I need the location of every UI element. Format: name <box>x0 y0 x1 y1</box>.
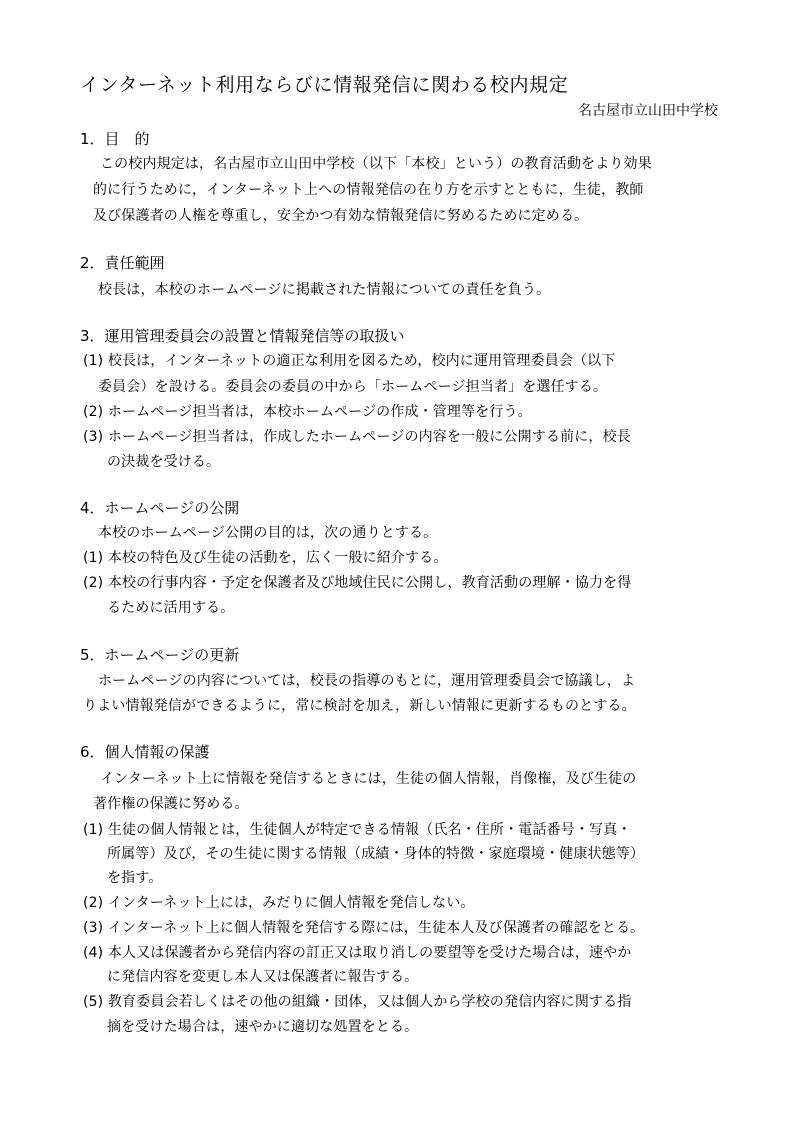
list-item-continuation: るために活用する。 <box>107 600 235 616</box>
section-heading-homepage-update: 5．ホームページの更新 <box>80 646 240 664</box>
document-title: インターネット利用ならびに情報発信に関わる校内規定 <box>80 74 569 96</box>
section-text-line: 的に行うために，インターネット上への情報発信の在り方を示すとともに，生徒，教師 <box>93 182 644 198</box>
list-item: (2) 本校の行事内容・予定を保護者及び地域住民に公開し，教育活動の理解・協力を得 <box>83 575 632 591</box>
list-item: (2) ホームページ担当者は，本校ホームページの作成・管理等を行う。 <box>83 404 532 420</box>
list-item-continuation: を指す。 <box>107 870 163 886</box>
list-item: (4) 本人又は保護者から発信内容の訂正又は取り消しの要望等を受けた場合は，速やか <box>83 945 632 961</box>
section-text-line: この校内規定は，名古屋市立山田中学校（以下「本校」という）の教育活動をより効果 <box>100 156 652 172</box>
list-item: (1) 生徒の個人情報とは，生徒個人が特定できる情報（氏名・住所・電話番号・写真・ <box>83 822 632 838</box>
list-item-continuation: 所属等）及び，その生徒に関する情報（成績・身体的特徴・家庭環境・健康状態等） <box>107 846 645 862</box>
list-item-continuation: 摘を受けた場合は，速やかに適切な処置をとる。 <box>107 1019 419 1035</box>
list-item-continuation: 委員会）を設ける。委員会の委員の中から「ホームページ担当者」を選任する。 <box>98 379 608 395</box>
section-text-line: 及び保護者の人権を尊重し，安全かつ有効な情報発信に努めるために定める。 <box>93 208 589 224</box>
section-text-line: 校長は，本校のホームページに掲載された情報についての責任を負う。 <box>98 282 551 298</box>
section-heading-homepage-publication: 4．ホームページの公開 <box>80 499 240 517</box>
list-item: (1) 本校の特色及び生徒の活動を，広く一般に紹介する。 <box>83 550 448 566</box>
list-item: (3) ホームページ担当者は，作成したホームページの内容を一般に公開する前に，校長 <box>83 429 631 445</box>
list-item: (1) 校長は，インターネットの適正な利用を図るため，校内に運用管理委員会（以下 <box>83 353 616 369</box>
section-text-line: ホームページの内容については，校長の指導のもとに，運用管理委員会で協議し，よ <box>98 673 636 689</box>
section-heading-responsibility: 2．責任範囲 <box>80 254 165 272</box>
list-item: (3) インターネット上に個人情報を発信する際には，生徒本人及び保護者の確認をとる。 <box>83 920 645 936</box>
list-item: (2) インターネット上には，みだりに個人情報を発信しない。 <box>83 895 475 911</box>
section-text-line: 著作権の保護に努める。 <box>93 796 249 812</box>
section-heading-purpose: 1．目 的 <box>80 130 150 148</box>
list-item-continuation: に発信内容を変更し本人又は保護者に報告する。 <box>107 969 419 985</box>
section-text-line: インターネット上に情報を発信するときには，生徒の個人情報，肖像権，及び生徒の <box>100 771 637 787</box>
section-heading-privacy: 6．個人情報の保護 <box>80 743 210 761</box>
section-heading-committee: 3．運用管理委員会の設置と情報発信等の取扱い <box>80 327 405 345</box>
list-item-continuation: の決裁を受ける。 <box>107 454 221 470</box>
list-item: (5) 教育委員会若しくはその他の組織・団体，又は個人から学校の発信内容に関する指 <box>83 994 632 1010</box>
section-text-line: 本校のホームページ公開の目的は，次の通りとする。 <box>98 525 438 541</box>
school-name: 名古屋市立山田中学校 <box>578 103 718 119</box>
section-text-line: りよい情報発信ができるように，常に検討を加え，新しい情報に更新するものとする。 <box>83 698 636 714</box>
